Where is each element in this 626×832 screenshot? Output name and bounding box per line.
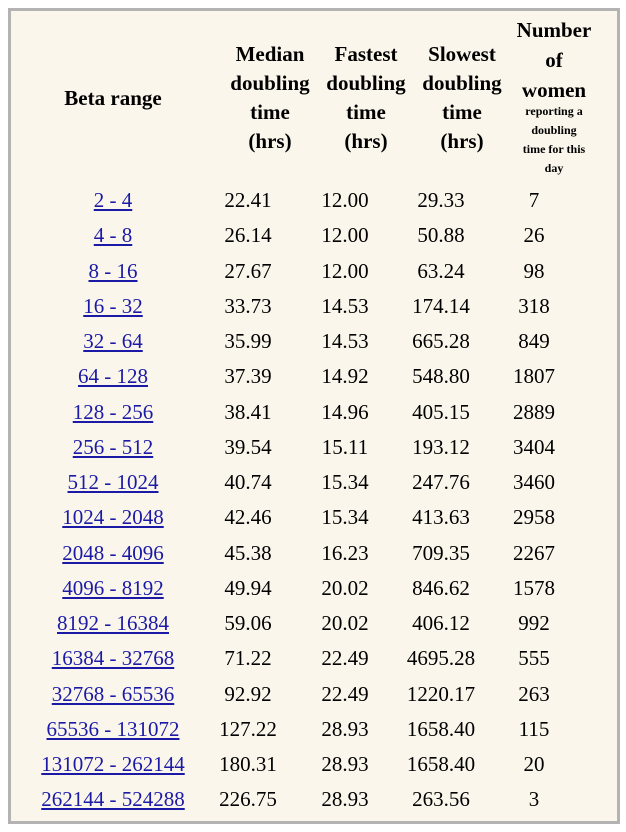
fastest-doubling-time-cell: 28.93 [321,787,369,812]
beta-range-cell [26,324,200,359]
median-doubling-time-cell: 45.38 [224,540,272,565]
fastest-doubling-time-cell: 15.34 [321,505,369,530]
fastest-doubling-time-cell: 28.93 [321,752,369,777]
fastest-doubling-time-cell: 15.34 [321,470,369,495]
median-doubling-time-cell: 26.14 [224,223,272,248]
number-of-women-cell: 115 [518,716,550,741]
median-doubling-time-cell: 35.99 [224,329,272,354]
fastest-doubling-time-cell: 14.92 [321,364,369,389]
beta-range-link[interactable]: 2 - 4 [93,188,133,213]
beta-range-link[interactable]: 32768 - 65536 [51,681,175,706]
median-doubling-time-cell: 127.22 [219,716,277,741]
table-row [26,500,580,535]
median-doubling-time-cell: 22.41 [224,188,272,213]
fastest-doubling-time-cell: 14.53 [321,293,369,318]
number-of-women-cell: 2267 [513,540,555,565]
slowest-doubling-time-cell: 263.56 [412,787,470,812]
median-doubling-time-cell: 27.67 [224,258,272,283]
number-of-women-cell: 7 [528,188,540,213]
header-number-subline: day [544,161,564,175]
beta-range-link[interactable]: 16 - 32 [83,293,143,318]
table-row [26,677,580,712]
median-doubling-time-cell: 226.75 [219,787,277,812]
median-doubling-time-cell: 71.22 [224,646,272,671]
header-beta-range [26,84,200,112]
slowest-doubling-time-cell: 1658.40 [406,716,476,741]
header-number-subline: doubling [531,123,577,137]
beta-range-link[interactable]: 262144 - 524288 [41,787,185,812]
beta-range-cell [26,500,200,535]
beta-range-link[interactable]: 128 - 256 [72,399,154,424]
table-row [26,430,580,465]
fastest-doubling-time-cell: 16.23 [321,540,369,565]
header-median-line: time [250,100,290,124]
beta-range-link[interactable]: 4096 - 8192 [62,575,164,600]
header-slowest-line: time [442,100,482,124]
beta-range-cell [26,641,200,676]
table-row [26,712,580,747]
header-number-line: women [521,78,587,102]
header-slowest-line: (hrs) [440,129,484,153]
table-row [26,641,580,676]
fastest-doubling-time-cell: 28.93 [321,716,369,741]
header-number-line: of [545,48,563,72]
slowest-doubling-time-cell: 665.28 [412,329,470,354]
table-row [26,465,580,500]
slowest-doubling-time-cell: 63.24 [417,258,465,283]
number-of-women-cell: 26 [523,223,545,248]
header-fastest-line: (hrs) [344,129,388,153]
beta-range-cell [26,747,200,782]
beta-range-cell [26,395,200,430]
slowest-doubling-time-cell: 406.12 [412,611,470,636]
beta-range-cell [26,465,200,500]
table-row [26,324,580,359]
beta-range-cell [26,430,200,465]
slowest-doubling-time-cell: 4695.28 [406,646,476,671]
beta-range-link[interactable]: 4 - 8 [93,223,133,248]
number-of-women-cell: 3460 [513,470,555,495]
beta-range-link[interactable]: 65536 - 131072 [46,716,180,741]
doubling-time-table [26,183,580,818]
beta-range-link[interactable]: 16384 - 32768 [51,646,175,671]
median-doubling-time-cell: 49.94 [224,575,272,600]
slowest-doubling-time-cell: 193.12 [412,434,470,459]
header-number-subline: time for this [522,142,586,156]
beta-range-cell [26,712,200,747]
number-of-women-cell: 98 [523,258,545,283]
slowest-doubling-time-cell: 405.15 [412,399,470,424]
number-of-women-cell: 318 [518,293,550,318]
table-row [26,571,580,606]
number-of-women-cell: 3404 [513,434,555,459]
slowest-doubling-time-cell: 846.62 [412,575,470,600]
beta-range-cell [26,254,200,289]
number-of-women-cell: 1578 [513,575,555,600]
header-slowest-line: doubling [422,71,502,95]
table-row [26,536,580,571]
slowest-doubling-time-cell: 1658.40 [406,752,476,777]
header-fastest-line: doubling [326,71,406,95]
median-doubling-time-cell: 180.31 [219,752,277,777]
median-doubling-time-cell: 40.74 [224,470,272,495]
header-number-of-women [508,16,600,182]
beta-range-link[interactable]: 8 - 16 [88,258,138,283]
number-of-women-cell: 2958 [513,505,555,530]
fastest-doubling-time-cell: 15.11 [321,434,369,459]
header-number-subline: reporting a [525,104,583,118]
beta-range-cell [26,536,200,571]
slowest-doubling-time-cell: 247.76 [412,470,470,495]
header-median-line: (hrs) [248,129,292,153]
fastest-doubling-time-cell: 14.53 [321,329,369,354]
median-doubling-time-cell: 59.06 [224,611,272,636]
fastest-doubling-time-cell: 12.00 [321,188,369,213]
fastest-doubling-time-cell: 12.00 [321,258,369,283]
header-median-line: Median [235,42,305,66]
beta-range-link[interactable]: 256 - 512 [72,434,154,459]
beta-range-cell [26,289,200,324]
median-doubling-time-cell: 33.73 [224,293,272,318]
number-of-women-cell: 1807 [513,364,555,389]
header-fastest-line: Fastest [334,42,398,66]
table-body [26,183,580,818]
beta-range-cell [26,218,200,253]
slowest-doubling-time-cell: 174.14 [412,293,470,318]
beta-range-link[interactable]: 2048 - 4096 [62,540,164,565]
number-of-women-cell: 263 [518,681,550,706]
beta-range-link[interactable]: 131072 - 262144 [41,752,185,777]
slowest-doubling-time-cell: 709.35 [412,540,470,565]
table-row [26,359,580,394]
median-doubling-time-cell: 92.92 [224,681,272,706]
number-of-women-cell: 555 [518,646,550,671]
beta-range-cell [26,571,200,606]
number-of-women-cell: 992 [518,611,550,636]
number-of-women-cell: 2889 [513,399,555,424]
table-row [26,183,580,218]
number-of-women-cell: 849 [518,329,550,354]
median-doubling-time-cell: 39.54 [224,434,272,459]
beta-range-cell [26,606,200,641]
fastest-doubling-time-cell: 14.96 [321,399,369,424]
median-doubling-time-cell: 37.39 [224,364,272,389]
beta-range-link[interactable]: 64 - 128 [78,364,148,389]
fastest-doubling-time-cell: 20.02 [321,575,369,600]
header-fastest [316,40,416,156]
fastest-doubling-time-cell: 12.00 [321,223,369,248]
beta-range-link[interactable]: 512 - 1024 [67,470,159,495]
slowest-doubling-time-cell: 50.88 [417,223,465,248]
table-row [26,254,580,289]
header-slowest [412,40,512,156]
table-row [26,606,580,641]
beta-range-cell [26,359,200,394]
beta-range-cell [26,677,200,712]
header-median-line: doubling [230,71,310,95]
table-row [26,747,580,782]
fastest-doubling-time-cell: 22.49 [321,681,369,706]
slowest-doubling-time-cell: 413.63 [412,505,470,530]
median-doubling-time-cell: 42.46 [224,505,272,530]
slowest-doubling-time-cell: 548.80 [412,364,470,389]
table-row [26,782,580,817]
beta-range-link[interactable]: 8192 - 16384 [57,611,169,636]
fastest-doubling-time-cell: 22.49 [321,646,369,671]
table-row [26,395,580,430]
header-slowest-line: Slowest [428,42,496,66]
beta-range-cell [26,782,200,817]
number-of-women-cell: 3 [528,787,540,812]
slowest-doubling-time-cell: 29.33 [417,188,465,213]
median-doubling-time-cell: 38.41 [224,399,272,424]
header-beta-range-label: Beta range [64,86,162,110]
slowest-doubling-time-cell: 1220.17 [406,681,476,706]
header-median [220,40,320,156]
header-fastest-line: time [346,100,386,124]
beta-range-link[interactable]: 1024 - 2048 [62,505,164,530]
table-row [26,289,580,324]
number-of-women-cell: 20 [523,752,545,777]
table-row [26,218,580,253]
beta-range-cell [26,183,200,218]
beta-range-link[interactable]: 32 - 64 [83,329,143,354]
fastest-doubling-time-cell: 20.02 [321,611,369,636]
header-number-line: Number [516,18,592,42]
